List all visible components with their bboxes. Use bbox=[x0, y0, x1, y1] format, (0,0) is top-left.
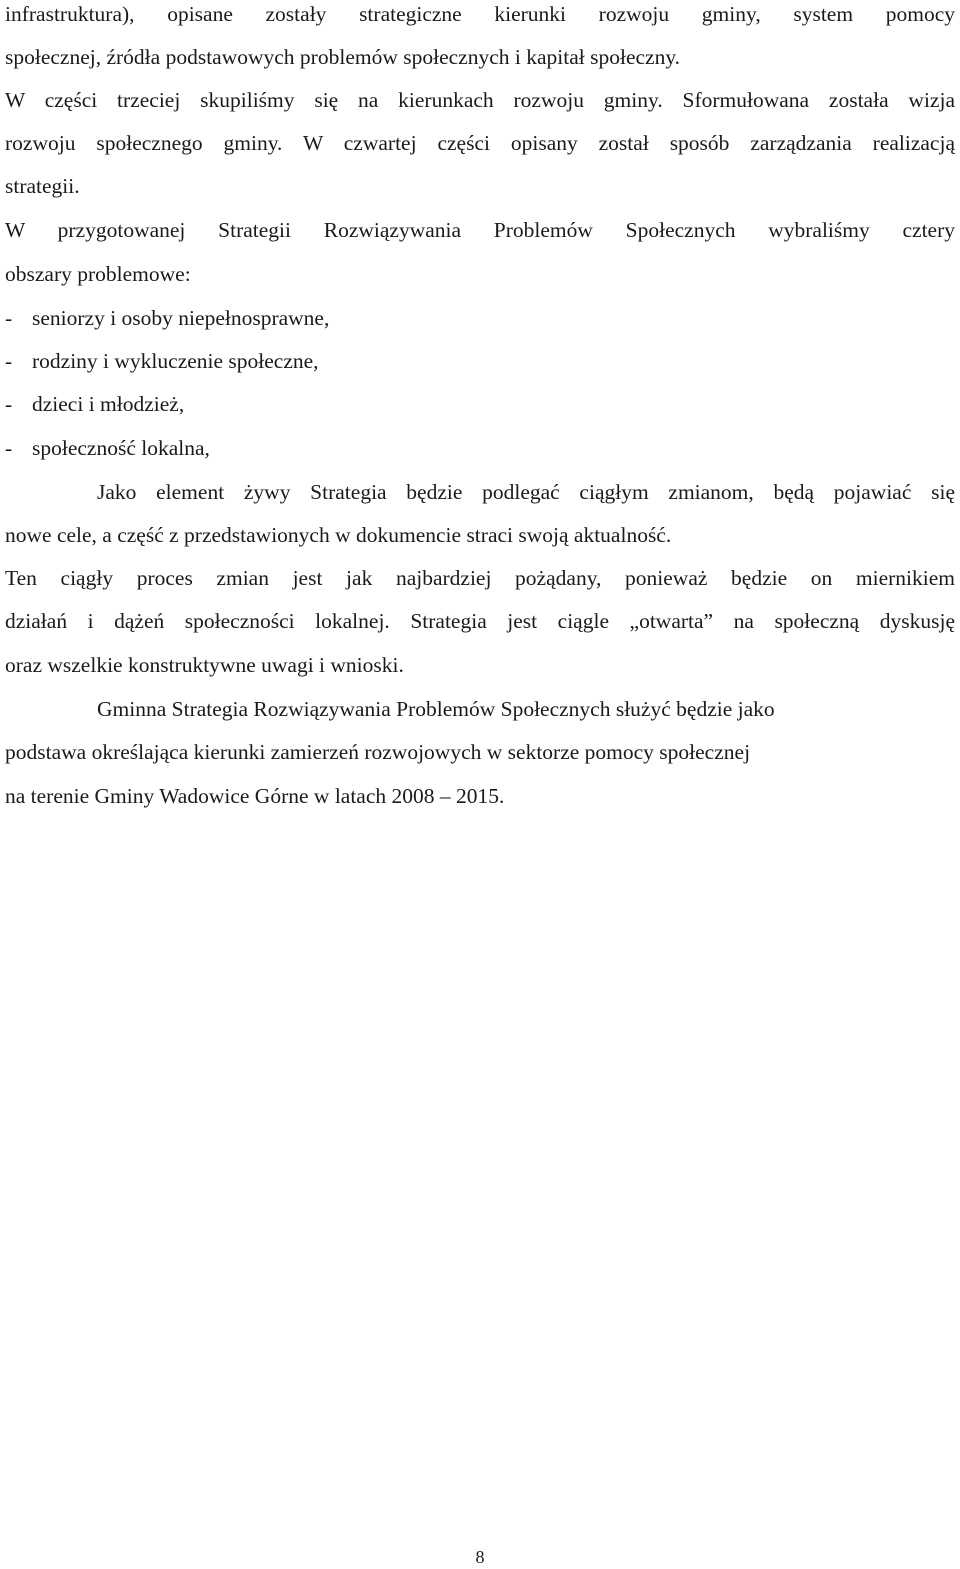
list-item bbox=[5, 390, 955, 418]
paragraph-5-line-1: Gminna Strategia Rozwiązywania Problemów Społecznych służyć będzie jako bbox=[97, 697, 775, 721]
list-dash: - bbox=[5, 306, 13, 330]
paragraph-1-line-5: strategii. bbox=[5, 174, 80, 198]
paragraph-3-line-1: Jako element żywy Strategia będzie podlegać ciągłym zmianom, będą pojawiać się bbox=[97, 480, 955, 504]
paragraph-2-line-2: obszary problemowe: bbox=[5, 262, 191, 286]
list-item bbox=[5, 347, 955, 375]
paragraph-3-line-2: nowe cele, a część z przedstawionych w dokumencie straci swoją aktualność. bbox=[5, 523, 672, 547]
paragraph-1-line-1: infrastruktura), opisane zostały strategiczne kierunki rozwoju gminy, system pomocy bbox=[5, 2, 955, 26]
paragraph-2-line-1: W przygotowanej Strategii Rozwiązywania Problemów Społecznych wybraliśmy cztery bbox=[5, 218, 955, 242]
list-item-text: rodziny i wykluczenie społeczne, bbox=[32, 349, 319, 373]
paragraph-1-line-4: rozwoju społecznego gminy. W czwartej części opisany został sposób zarządzania realizacją bbox=[5, 131, 955, 155]
paragraph-5-line-3: na terenie Gminy Wadowice Górne w latach 2008 – 2015. bbox=[5, 784, 505, 808]
paragraph-4-line-3: oraz wszelkie konstruktywne uwagi i wnioski. bbox=[5, 653, 404, 677]
list-dash: - bbox=[5, 392, 13, 416]
list-dash: - bbox=[5, 436, 13, 460]
paragraph-4-line-2: działań i dążeń społeczności lokalnej. Strategia jest ciągle „otwarta” na społeczną dyskusję bbox=[5, 609, 955, 633]
list-item bbox=[5, 304, 955, 332]
paragraph-5-line-2: podstawa określająca kierunki zamierzeń rozwojowych w sektorze pomocy społecznej bbox=[5, 740, 751, 764]
list-item-text: społeczność lokalna, bbox=[32, 436, 210, 460]
page-number: 8 bbox=[475, 1547, 485, 1567]
list-dash: - bbox=[5, 349, 13, 373]
list-item bbox=[5, 434, 955, 462]
list-item-text: seniorzy i osoby niepełnosprawne, bbox=[32, 306, 330, 330]
paragraph-4-line-1: Ten ciągły proces zmian jest jak najbardziej pożądany, ponieważ będzie on miernikiem bbox=[5, 566, 955, 590]
paragraph-1-line-2: społecznej, źródła podstawowych problemów społecznych i kapitał społeczny. bbox=[5, 45, 681, 69]
paragraph-1-line-3: W części trzeciej skupiliśmy się na kierunkach rozwoju gminy. Sformułowana została wizja bbox=[5, 88, 955, 112]
list-item-text: dzieci i młodzież, bbox=[32, 392, 185, 416]
